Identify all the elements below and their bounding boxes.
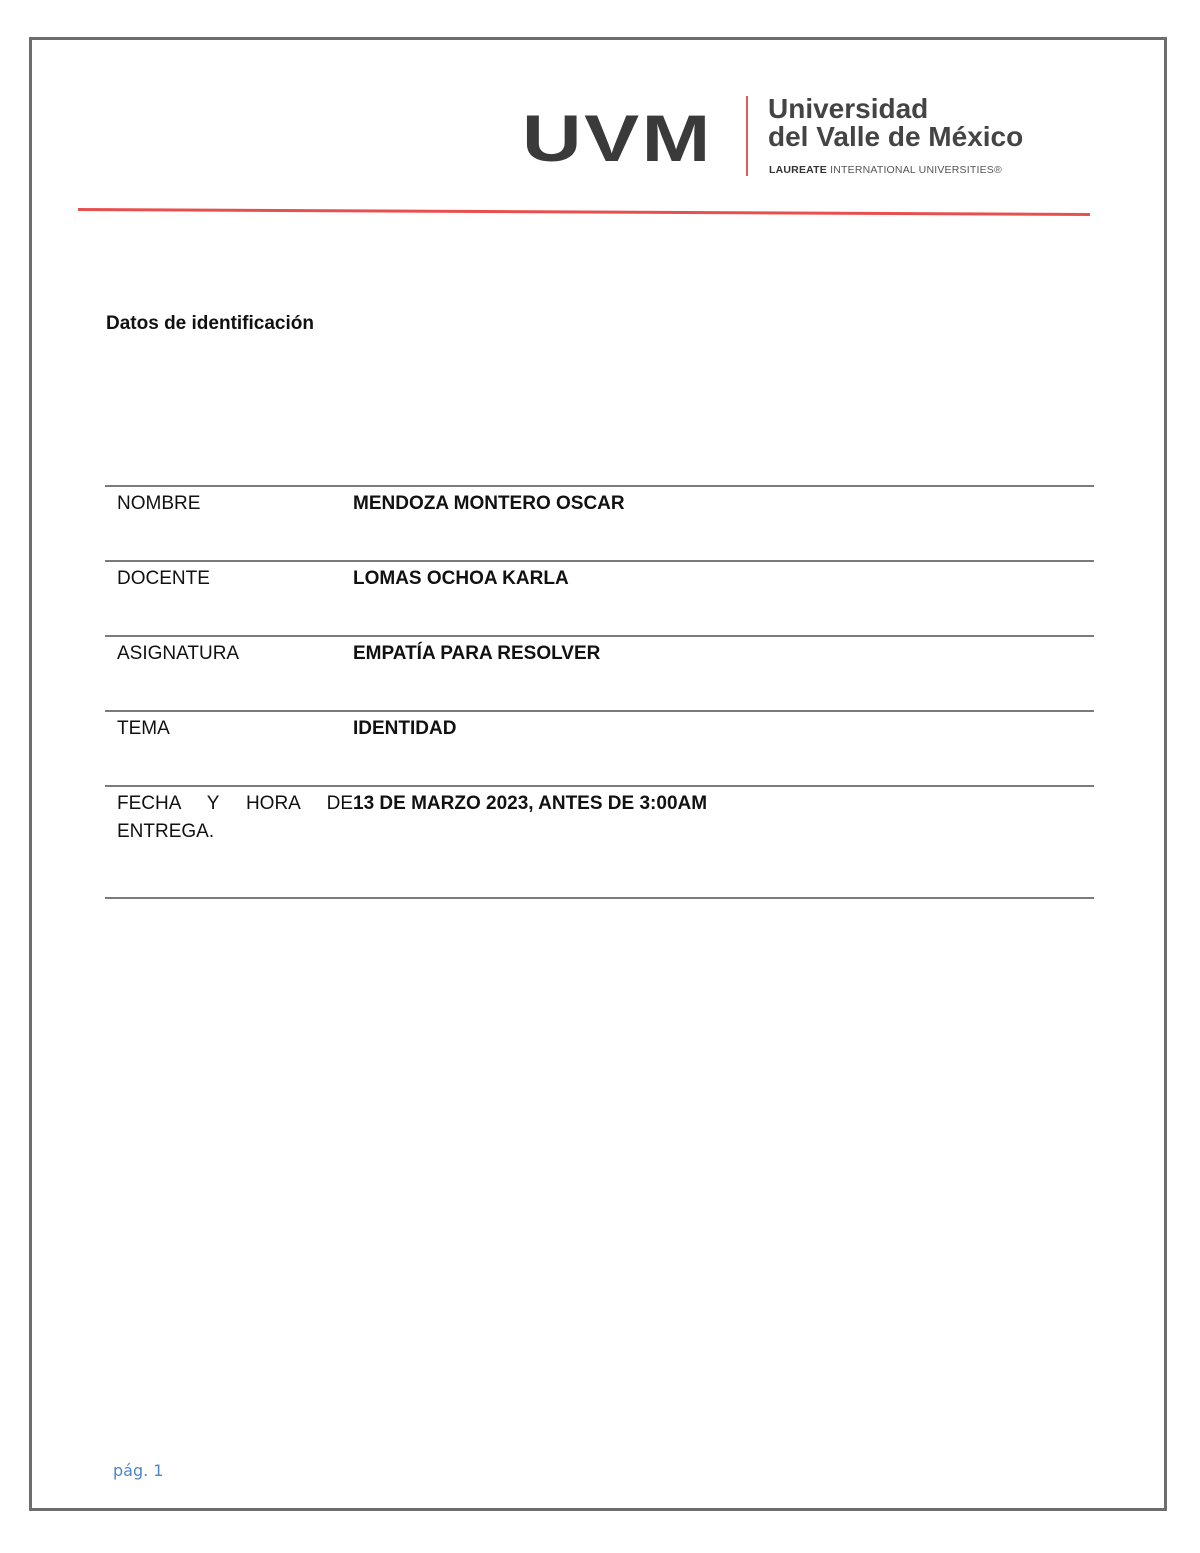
row-label-tema: TEMA — [105, 711, 353, 786]
row-value-tema: IDENTIDAD — [353, 711, 1094, 786]
table-row — [105, 636, 1094, 711]
row-value-nombre: MENDOZA MONTERO OSCAR — [353, 486, 1094, 561]
row-label-asignatura: ASIGNATURA — [105, 636, 353, 711]
row-label-nombre: NOMBRE — [105, 486, 353, 561]
logo-tagline-rest: INTERNATIONAL UNIVERSITIES® — [827, 164, 1002, 176]
row-value-fecha: 13 DE MARZO 2023, ANTES DE 3:00AM — [353, 786, 1094, 898]
logo-mark: UVM — [522, 101, 713, 175]
logo-tagline — [769, 164, 1002, 176]
page-number: pág. 1 — [113, 1461, 164, 1480]
section-title: Datos de identificación — [106, 313, 314, 334]
row-label-fecha: FECHA Y HORA DE ENTREGA. — [105, 786, 353, 898]
table-row — [105, 786, 1094, 898]
logo-divider — [746, 96, 748, 176]
table-row — [105, 561, 1094, 636]
row-label-docente: DOCENTE — [105, 561, 353, 636]
logo-tagline-bold: LAUREATE — [769, 164, 827, 176]
logo-university-line2: del Valle de México — [768, 121, 1024, 152]
table-row — [105, 486, 1094, 561]
table-row — [105, 711, 1094, 786]
row-value-asignatura: EMPATÍA PARA RESOLVER — [353, 636, 1094, 711]
row-value-docente: LOMAS OCHOA KARLA — [353, 561, 1094, 636]
logo-university-line1: Universidad — [768, 93, 929, 124]
uvm-logo — [522, 94, 1042, 178]
identification-table — [105, 485, 1094, 899]
